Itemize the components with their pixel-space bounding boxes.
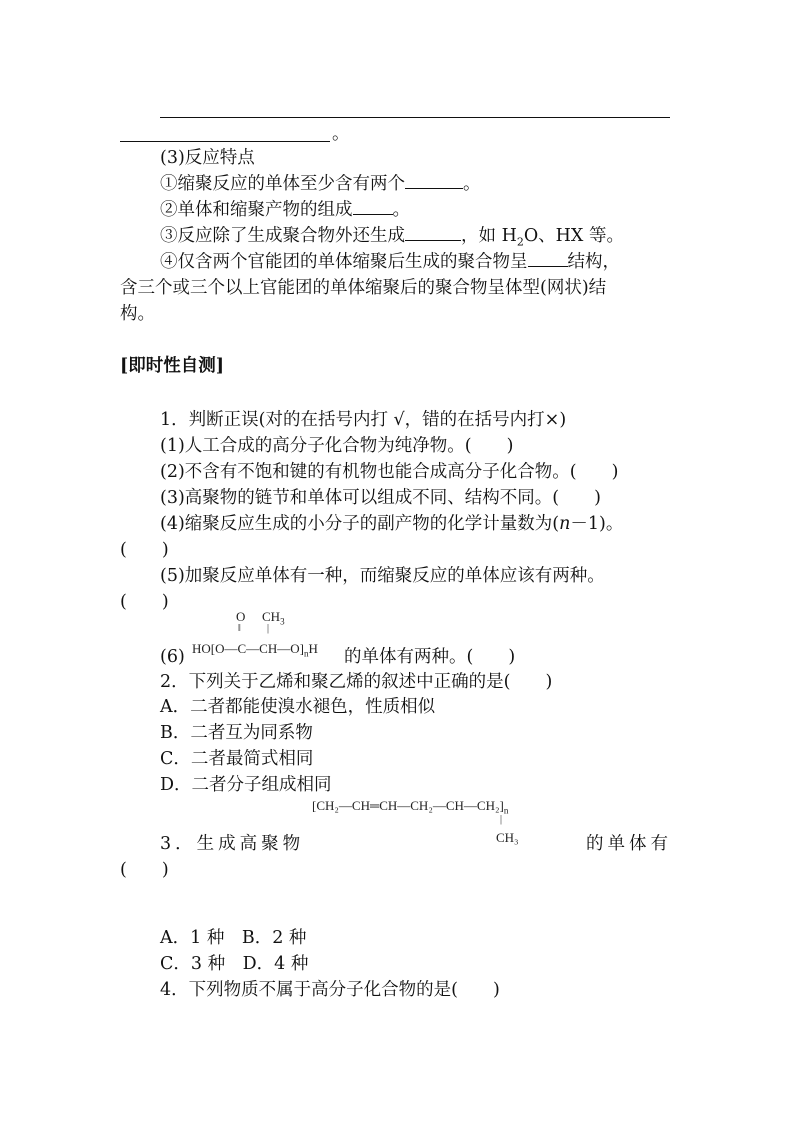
single-bond-mark: | [267, 623, 270, 634]
question-2-option-d[interactable]: D．二者分子组成相同 [160, 775, 332, 795]
fill-blank[interactable] [405, 226, 461, 241]
question-1-statement-4-paren[interactable]: ( ) [120, 540, 169, 560]
period-mark: 。 [332, 124, 350, 144]
fill-blank[interactable] [353, 200, 393, 215]
carbonyl-oxygen: O [236, 609, 246, 624]
question-2-option-b[interactable]: B．二者互为同系物 [160, 723, 313, 743]
question-1-statement-6-label: (6) [160, 647, 185, 667]
feature-item-4-text: ④仅含两个官能团的单体缩聚后生成的聚合物呈 [160, 252, 528, 272]
polymer-main-chain: $HO[O—C—CH—O]_nH$ [192, 641, 318, 659]
feature-item-1 [160, 172, 481, 196]
section-title: (3)反应特点 [160, 148, 255, 168]
feature-item-4 [160, 250, 620, 274]
question-1-statement-1[interactable]: (1)人工合成的高分子化合物为纯净物。( ) [160, 436, 514, 456]
feature-item-4-line3: 构。 [120, 304, 155, 324]
question-3-options-cd[interactable]: C．3 种 D．4 种 [160, 954, 309, 974]
question-1-statement-3[interactable]: (3)高聚物的链节和单体可以组成不同、结构不同。( ) [160, 488, 601, 508]
question-2-stem: 2．下列关于乙烯和聚乙烯的叙述中正确的是( ) [160, 672, 553, 692]
methyl-branch: CH₃ [496, 830, 519, 845]
subscript: 2 [516, 235, 524, 249]
double-bond-mark: ‖ [238, 623, 241, 634]
question-1-statement-4[interactable] [160, 512, 623, 536]
statement-4-end: －1)。 [570, 514, 624, 534]
feature-item-3-end: O、HX 等。 [523, 226, 624, 246]
methyl-group: $CH_3$ [262, 609, 285, 627]
branch-bond-mark: | [500, 814, 503, 825]
question-1-statement-2[interactable]: (2)不含有不饱和键的有机物也能合成高分子化合物。( ) [160, 462, 619, 482]
feature-item-1-end: 。 [463, 174, 481, 194]
question-3-paren[interactable]: ( ) [120, 860, 169, 880]
fill-blank[interactable] [528, 252, 568, 267]
feature-item-2 [160, 198, 410, 222]
answer-blank-line-2[interactable] [120, 141, 330, 142]
feature-item-4-line2: 含三个或三个以上官能团的单体缩聚后的聚合物呈体型(网状)结 [120, 278, 607, 298]
feature-item-4-end: 结构， [567, 252, 620, 272]
feature-item-3-mid: ，如 H [461, 226, 517, 246]
question-3-options-ab[interactable]: A．1 种 B．2 种 [160, 928, 307, 948]
question-4-stem: 4．下列物质不属于高分子化合物的是( ) [160, 980, 500, 1000]
fill-blank[interactable] [405, 174, 463, 189]
statement-4-text: (4)缩聚反应生成的小分子的副产物的化学计量数为( [160, 514, 560, 534]
question-1-statement-5-paren[interactable]: ( ) [120, 592, 169, 612]
question-2-option-c[interactable]: C．二者最简式相同 [160, 749, 314, 769]
question-1-stem: 1．判断正误(对的在括号内打 √，错的在括号内打×) [160, 410, 567, 430]
quiz-heading: [即时性自测] [120, 356, 225, 376]
feature-item-1-text: ①缩聚反应的单体至少含有两个 [160, 174, 405, 194]
question-3-stem: 3．生成高聚物 [160, 834, 305, 854]
feature-item-3-text: ③反应除了生成聚合物外还生成 [160, 226, 405, 246]
question-1-statement-6[interactable]: 的单体有两种。( ) [344, 647, 516, 667]
polymer-main-chain: $[CH_2—CH═CH—CH_2—CH—CH_2]_n$ [312, 798, 509, 816]
question-1-statement-5[interactable]: (5)加聚反应单体有一种，而缩聚反应的单体应该有两种。 [160, 566, 605, 586]
question-3-stem-end: 的单体有 [586, 834, 672, 854]
feature-item-2-text: ②单体和缩聚产物的组成 [160, 200, 353, 220]
feature-item-2-end: 。 [392, 200, 410, 220]
variable-n: n [559, 514, 571, 534]
answer-blank-line-1[interactable] [160, 117, 670, 118]
question-2-option-a[interactable]: A．二者都能使溴水褪色，性质相似 [160, 697, 436, 717]
